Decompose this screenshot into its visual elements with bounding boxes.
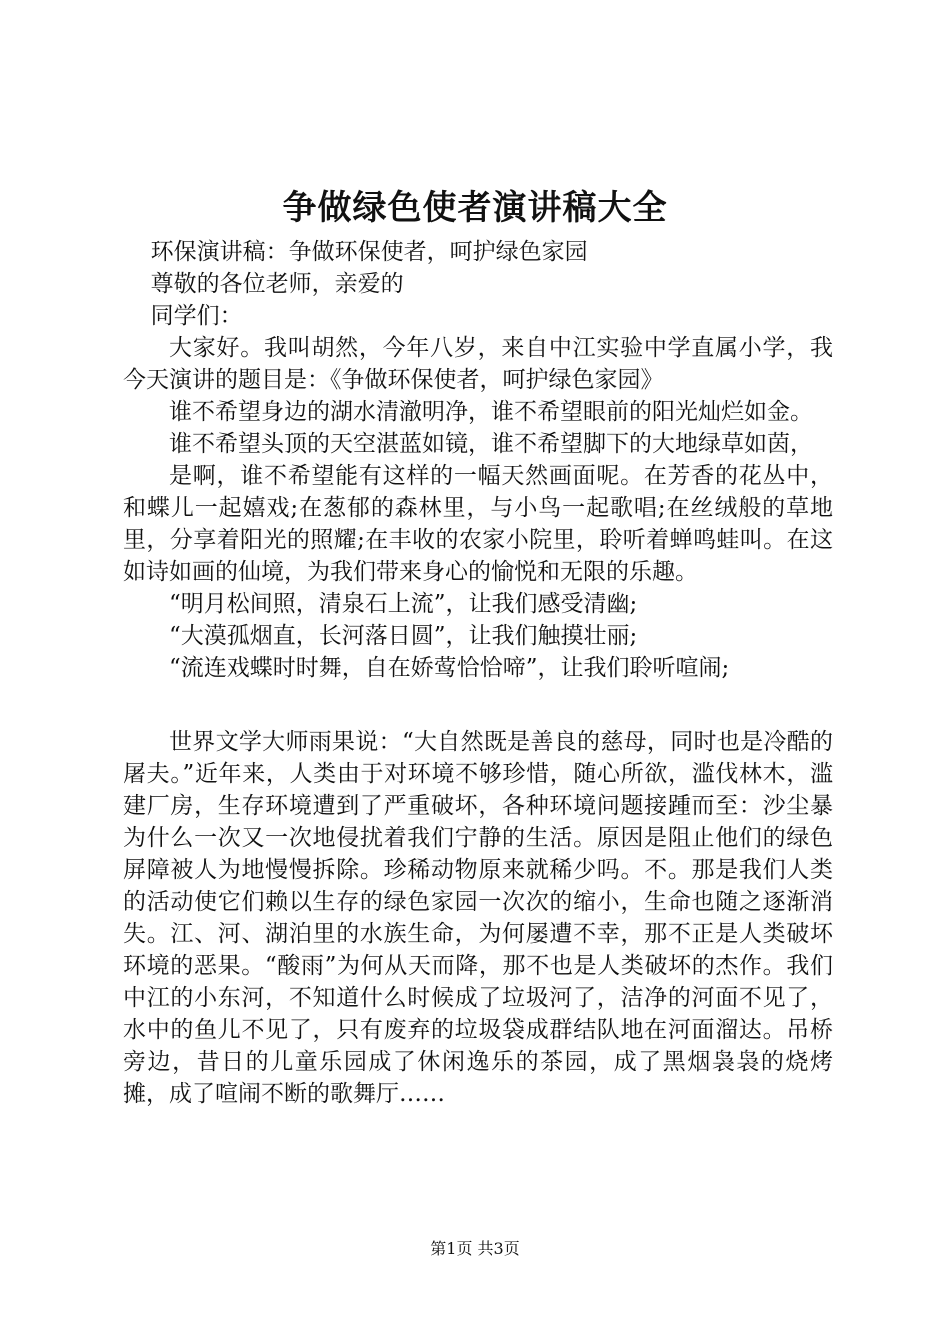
paragraph-poem-1: “明月松间照，清泉石上流”，让我们感受清幽;	[169, 591, 638, 617]
paragraph-salutation-1: 尊敬的各位老师，亲爱的	[150, 271, 404, 297]
paragraph-subtitle: 环保演讲稿：争做环保使者，呵护绿色家园	[150, 239, 588, 265]
document-title: 争做绿色使者演讲稿大全	[282, 188, 668, 228]
paragraph-sky: 谁不希望头顶的天空湛蓝如镜，谁不希望脚下的大地绿草如茵，	[169, 431, 813, 457]
paragraph-spacer	[123, 684, 833, 726]
paragraph-poem-3: “流连戏蝶时时舞，自在娇莺恰恰啼”，让我们聆听喧闹;	[169, 655, 730, 681]
paragraph-introduction: 大家好。我叫胡然，今年八岁，来自中江实验中学直属小学，我今天演讲的题目是：《争做环保使者，呵护绿色家园》	[123, 335, 833, 393]
document-body	[123, 236, 833, 1110]
paragraph-hugo-quote: 世界文学大师雨果说：“大自然既是善良的慈母，同时也是冷酷的屠夫。”近年来，人类由于对环境不够珍惜，随心所欲，滥伐林木，滥建厂房，生存环境遭到了严重破坏，各种环境问题接踵而至：沙尘暴为什么一次又一次地侵扰着我们宁静的生活。原因是阻止他们的绿色屏障被人为地慢慢拆除。珍稀动物原来就稀少吗。不。那是我们人类的活动使它们赖以生存的绿色家园一次次的缩小，生命也随之逐渐消失。江、河、湖泊里的水族生命，为何屡遭不幸，那不正是人类破坏环境的恶果。“酸雨”为何从天而降，那不也是人类破坏的杰作。我们中江的小东河，不知道什么时候成了垃圾河了，洁净的河面不见了，水中的鱼儿不见了，只有废弃的垃圾袋成群结队地在河面溜达。吊桥旁边，昔日的儿童乐园成了休闲逸乐的茶园，成了黑烟袅袅的烧烤摊，成了喧闹不断的歌舞厅……	[123, 729, 833, 1107]
paragraph-scenery: 是啊，谁不希望能有这样的一幅天然画面呢。在芳香的花丛中，和蝶儿一起嬉戏;在葱郁的森林里，与小鸟一起歌唱;在丝绒般的草地里，分享着阳光的照耀;在丰收的农家小院里，聆听着蝉鸣蛙叫。在这如诗如画的仙境，为我们带来身心的愉悦和无限的乐趣。	[123, 463, 833, 585]
paragraph-lake: 谁不希望身边的湖水清澈明净，谁不希望眼前的阳光灿烂如金。	[169, 399, 813, 425]
paragraph-salutation-2: 同学们：	[150, 303, 243, 329]
page-number: 第1页 共3页	[430, 1239, 520, 1258]
paragraph-poem-2: “大漠孤烟直，长河落日圆”，让我们触摸壮丽;	[169, 623, 638, 649]
